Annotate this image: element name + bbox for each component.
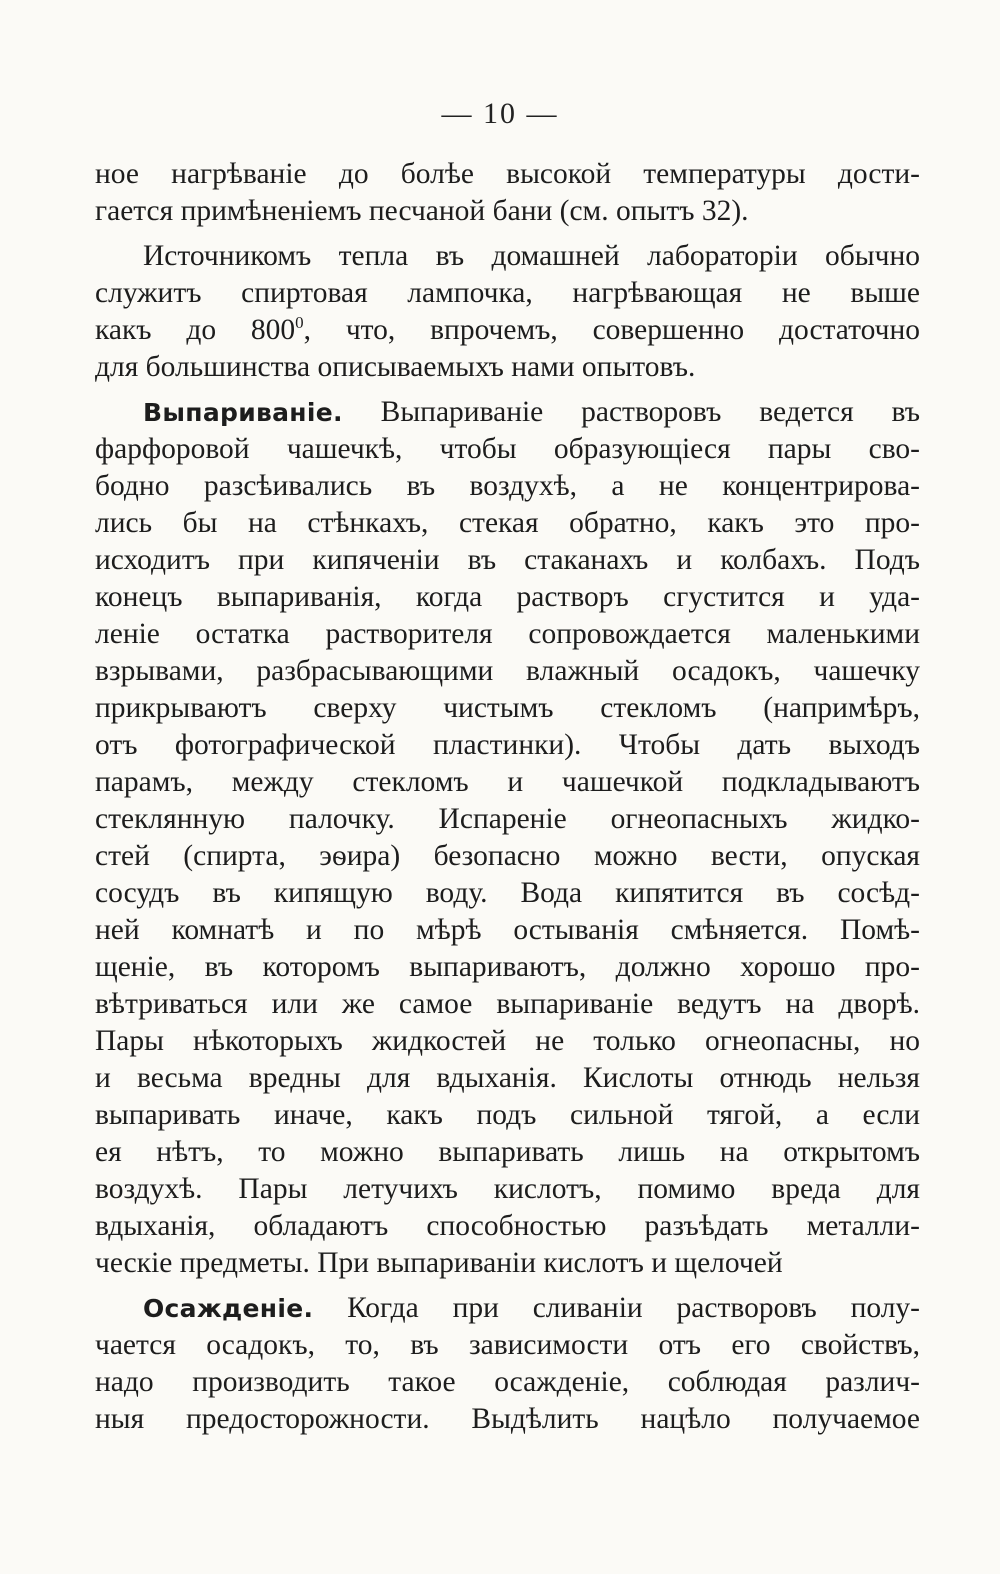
text-line: стей (спирта, эѳира) безопасно можно вести, опуская	[95, 840, 920, 872]
section-run-in-heading: Осажденіе.	[143, 1294, 314, 1323]
text-line: ея нѣтъ, то можно выпаривать лишь на открытомъ	[95, 1136, 920, 1168]
text-line: фарфоровой чашечкѣ, чтобы образующіеся пары сво-	[95, 433, 920, 465]
text-line: взрывами, разбрасывающими влажный осадокъ, чашечку	[95, 655, 920, 687]
text-line: выпаривать иначе, какъ подъ сильной тягой, а если	[95, 1099, 920, 1131]
text-line-with-heading	[95, 394, 920, 431]
text-line: сосудъ въ кипящую воду. Вода кипятится въ сосѣд-	[95, 877, 920, 909]
text-line: служитъ спиртовая лампочка, нагрѣвающая не выше	[95, 277, 920, 309]
text-line: ческіе предметы. При выпариваніи кислотъ и щелочей	[95, 1247, 783, 1279]
text-line: и весьма вредны для вдыханія. Кислоты отнюдь нельзя	[95, 1062, 920, 1094]
text-line: ное нагрѣваніе до болѣе высокой температуры дости-	[95, 158, 920, 190]
text-line: ныя предосторожности. Выдѣлить нацѣло получаемое	[95, 1403, 920, 1435]
paragraph-continuation	[95, 156, 920, 230]
text-line: чается осадокъ, то, въ зависимости отъ его свойствъ,	[95, 1329, 920, 1361]
text-line: ней комнатѣ и по мѣрѣ остыванія смѣняется. Помѣ-	[95, 914, 920, 946]
text-line: стеклянную палочку. Испареніе огнеопасныхъ жидко-	[95, 803, 920, 835]
text-line: бодно разсѣивались въ воздухѣ, а не концентрирова-	[95, 470, 920, 502]
text-line: прикрываютъ сверху чистымъ стекломъ (напримѣръ,	[95, 692, 920, 724]
text-line: отъ фотографической пластинки). Чтобы дать выходъ	[95, 729, 920, 761]
text-line-with-temperature	[95, 312, 920, 349]
text-line: лись бы на стѣнкахъ, стекая обратно, какъ это про-	[95, 507, 920, 539]
text-fragment: Выпариваніе растворовъ ведется въ	[380, 396, 920, 428]
text-fragment: Когда при сливаніи растворовъ полу-	[347, 1292, 920, 1324]
paragraph-precipitation	[95, 1290, 920, 1438]
section-run-in-heading: Выпариваніе.	[143, 398, 343, 427]
text-line: для большинства описываемыхъ нами опытовъ.	[95, 351, 696, 383]
text-line: парамъ, между стекломъ и чашечкой подкладываютъ	[95, 766, 920, 798]
text-line: Пары нѣкоторыхъ жидкостей не только огнеопасны, но	[95, 1025, 920, 1057]
degree-superscript: 0	[295, 313, 304, 333]
text-line: воздухѣ. Пары летучихъ кислотъ, помимо вреда для	[95, 1173, 920, 1205]
text-line-with-heading	[95, 1290, 920, 1327]
text-line: вдыханія, обладаютъ способностью разъѣдать металли-	[95, 1210, 920, 1242]
text-line: конецъ выпариванія, когда растворъ сгустится и уда-	[95, 581, 920, 613]
page-number: — 10 —	[441, 97, 559, 130]
text-fragment: , что, впрочемъ, совершенно достаточно	[303, 314, 920, 346]
paragraph-heat-source	[95, 238, 920, 386]
text-fragment: какъ до 800	[95, 314, 296, 346]
body-text	[95, 156, 920, 1446]
text-line: леніе остатка растворителя сопровождается маленькими	[95, 618, 920, 650]
paragraph-evaporation	[95, 394, 920, 1282]
text-line: надо производить такое осажденіе, соблюдая различ-	[95, 1366, 920, 1398]
text-line: исходитъ при кипяченіи въ стаканахъ и колбахъ. Подъ	[95, 544, 920, 576]
text-line: вѣтриваться или же самое выпариваніе ведутъ на дворѣ.	[95, 988, 920, 1020]
text-line: гается примѣненіемъ песчаной бани (см. опытъ 32).	[95, 195, 749, 227]
text-line: щеніе, въ которомъ выпариваютъ, должно хорошо про-	[95, 951, 920, 983]
text-line: Источникомъ тепла въ домашней лабораторіи обычно	[143, 240, 920, 272]
